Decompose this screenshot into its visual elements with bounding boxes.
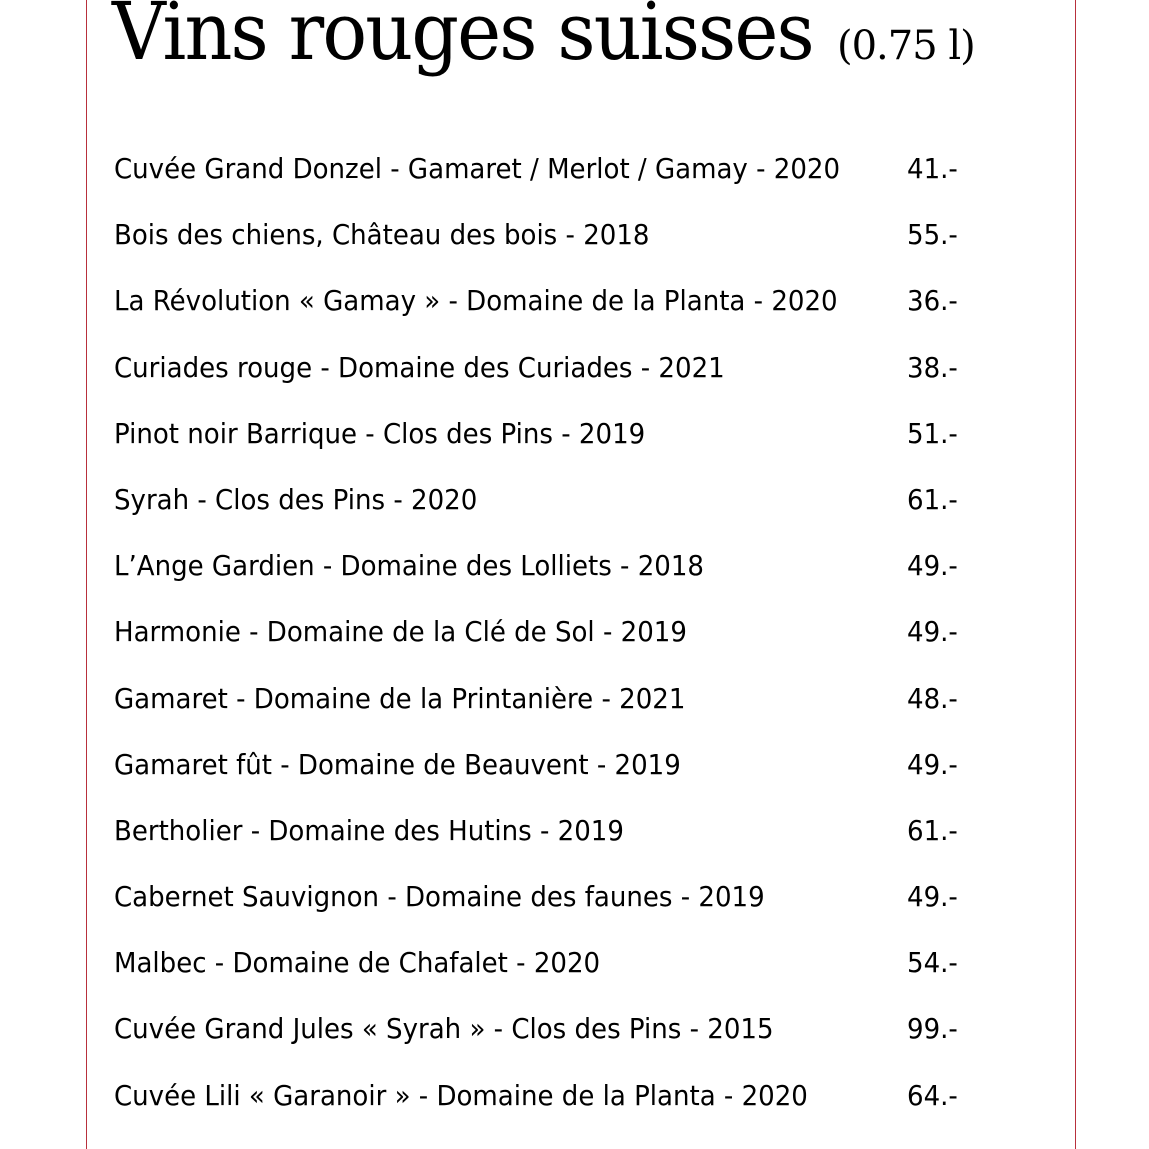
wine-price: 55.- xyxy=(907,218,958,252)
page-border-left xyxy=(86,0,87,1149)
wine-price: 41.- xyxy=(907,152,958,185)
list-item xyxy=(114,676,1014,742)
list-item xyxy=(114,874,1014,940)
wine-name: Cuvée Grand Jules « Syrah » - Clos des Pins - 2015 xyxy=(114,1012,774,1046)
wine-price: 49.- xyxy=(907,880,958,914)
wine-price: 61.- xyxy=(907,482,958,516)
wine-price: 49.- xyxy=(907,549,958,583)
wine-name: Curiades rouge - Domaine des Curiades - 2021 xyxy=(114,350,725,384)
list-item xyxy=(114,1006,1014,1072)
title-text: Vins rouges suisses xyxy=(112,0,813,78)
list-item xyxy=(114,609,1014,675)
wine-name: Gamaret fût - Domaine de Beauvent - 2019 xyxy=(114,747,681,781)
wine-price: 99.- xyxy=(907,1012,958,1046)
wine-price: 64.- xyxy=(907,1078,958,1112)
wine-name: Bertholier - Domaine des Hutins - 2019 xyxy=(114,813,624,847)
wine-price: 61.- xyxy=(907,813,958,847)
list-item xyxy=(114,146,1014,212)
wine-name: Cuvée Grand Donzel - Gamaret / Merlot / Gamay - 2020 xyxy=(114,152,841,185)
wine-name: Malbec - Domaine de Chafalet - 2020 xyxy=(114,946,601,980)
list-item xyxy=(114,278,1014,344)
wine-name: Harmonie - Domaine de la Clé de Sol - 2019 xyxy=(114,615,687,649)
volume-note: (0.75 l) xyxy=(837,23,975,69)
wine-price: 54.- xyxy=(907,946,958,980)
list-item xyxy=(114,543,1014,609)
wine-price: 49.- xyxy=(907,615,958,649)
list-item xyxy=(114,411,1014,477)
page-border-right xyxy=(1075,0,1076,1149)
page-title xyxy=(112,0,975,78)
wine-name: Syrah - Clos des Pins - 2020 xyxy=(114,482,478,516)
list-item xyxy=(114,1073,1014,1139)
wine-price: 51.- xyxy=(907,416,958,450)
list-item xyxy=(114,940,1014,1006)
list-item xyxy=(114,345,1014,411)
wine-price: 36.- xyxy=(907,284,958,318)
wine-name: Cuvée Lili « Garanoir » - Domaine de la Planta - 2020 xyxy=(114,1078,808,1112)
wine-name: Gamaret - Domaine de la Printanière - 2021 xyxy=(114,681,686,715)
wine-price: 49.- xyxy=(907,747,958,781)
wine-name: La Révolution « Gamay » - Domaine de la Planta - 2020 xyxy=(114,284,838,318)
wine-name: Pinot noir Barrique - Clos des Pins - 2019 xyxy=(114,416,646,450)
wine-price: 48.- xyxy=(907,681,958,715)
list-item xyxy=(114,212,1014,278)
wine-name: Bois des chiens, Château des bois - 2018 xyxy=(114,218,650,252)
list-item xyxy=(114,477,1014,543)
wine-name: Cabernet Sauvignon - Domaine des faunes - 2019 xyxy=(114,880,765,914)
wine-name: L’Ange Gardien - Domaine des Lolliets - 2018 xyxy=(114,549,704,583)
wine-price: 38.- xyxy=(907,350,958,384)
wine-list xyxy=(114,146,1014,1139)
list-item xyxy=(114,742,1014,808)
list-item xyxy=(114,808,1014,874)
